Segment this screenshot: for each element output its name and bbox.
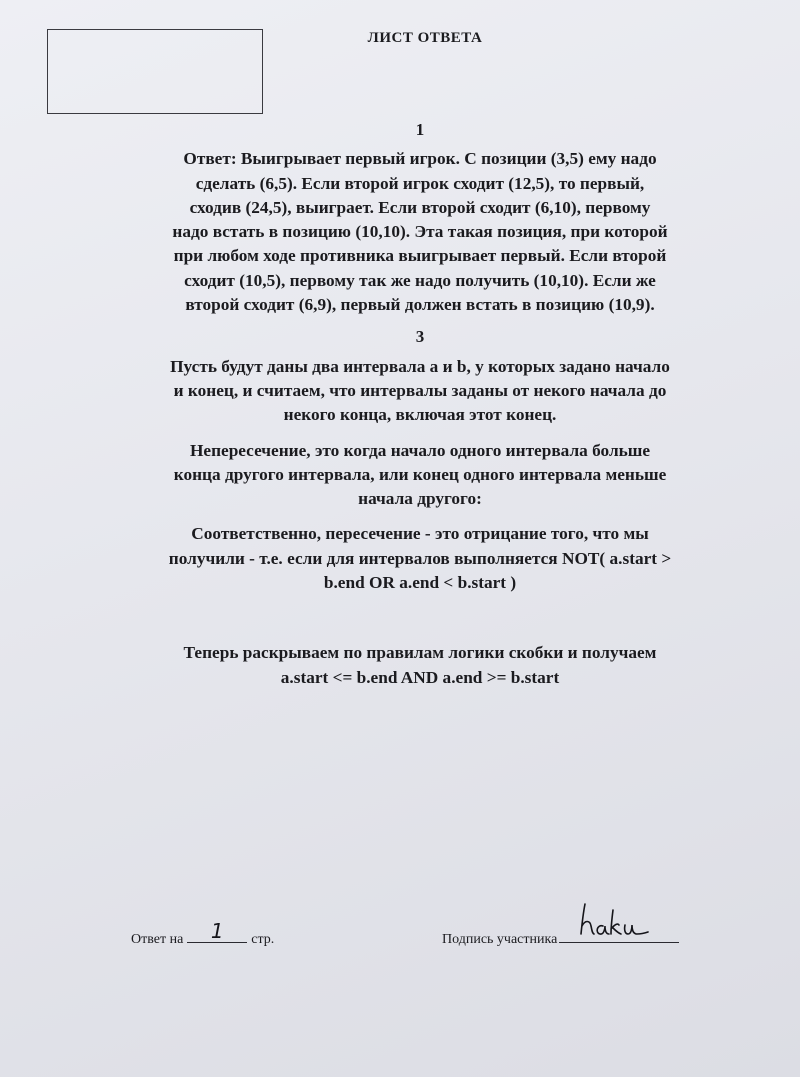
text-line: конца другого интервала, или конец одного интервала меньше <box>173 464 667 484</box>
task-3-paragraph-3 <box>110 522 730 595</box>
text-line: надо встать в позицию (10,10). Эта такая позиция, при которой <box>172 222 668 242</box>
task-1-paragraph-1 <box>110 147 730 317</box>
handwritten-signature <box>579 900 649 940</box>
task-3-paragraph-2 <box>110 439 730 512</box>
signature-line <box>559 928 679 943</box>
task-1 <box>110 118 730 317</box>
text-line: сходит (10,5), первому так же надо получить (10,10). Если же <box>184 270 656 290</box>
signature-field <box>442 928 679 948</box>
sheet-title: ЛИСТ ОТВЕТА <box>367 30 483 46</box>
task-3-paragraph-1 <box>110 355 730 428</box>
answer-pages-label: Ответ на <box>131 932 184 947</box>
text-line: при любом ходе противника выигрывает первый. Если второй <box>173 246 667 266</box>
text-line: Непересечение, это когда начало одного интервала больше <box>189 440 651 460</box>
task-number: 3 <box>415 327 425 347</box>
text-line: и конец, и считаем, что интервалы заданы от некого начала до <box>173 380 667 400</box>
task-3 <box>110 325 730 690</box>
answer-pages-field <box>131 919 275 948</box>
answer-pages-value: 1 <box>210 919 224 943</box>
task-3-paragraph-4 <box>110 641 730 690</box>
text-line: b.end OR a.end < b.start ) <box>323 573 517 593</box>
text-line: Теперь раскрываем по правилам логики скобки и получаем <box>183 643 657 663</box>
answer-pages-blank <box>187 919 247 943</box>
text-line: Соответственно, пересечение - это отрицание того, что мы <box>191 524 649 544</box>
text-line: a.start <= b.end AND a.end >= b.start <box>280 667 560 687</box>
text-line: некого конца, включая этот конец. <box>283 405 557 425</box>
text-line: начала другого: <box>358 489 482 509</box>
text-line: сделать (6,5). Если второй игрок сходит (12,5), то первый, <box>195 173 645 193</box>
answers-body <box>110 118 730 690</box>
text-line: получили - т.е. если для интервалов выполняется NOT( a.start > <box>168 548 672 568</box>
text-line: Ответ: Выигрывает первый игрок. С позиции (3,5) ему надо <box>183 149 657 169</box>
text-line: Пусть будут даны два интервала a и b, у которых задано начало <box>170 356 670 376</box>
answer-pages-suffix: стр. <box>251 932 275 947</box>
text-line: сходив (24,5), выиграет. Если второй сходит (6,10), первому <box>189 197 651 217</box>
text-line: второй сходит (6,9), первый должен встать в позицию (10,9). <box>185 295 655 315</box>
task-number: 1 <box>415 120 425 139</box>
signature-label: Подпись участника <box>442 932 558 947</box>
